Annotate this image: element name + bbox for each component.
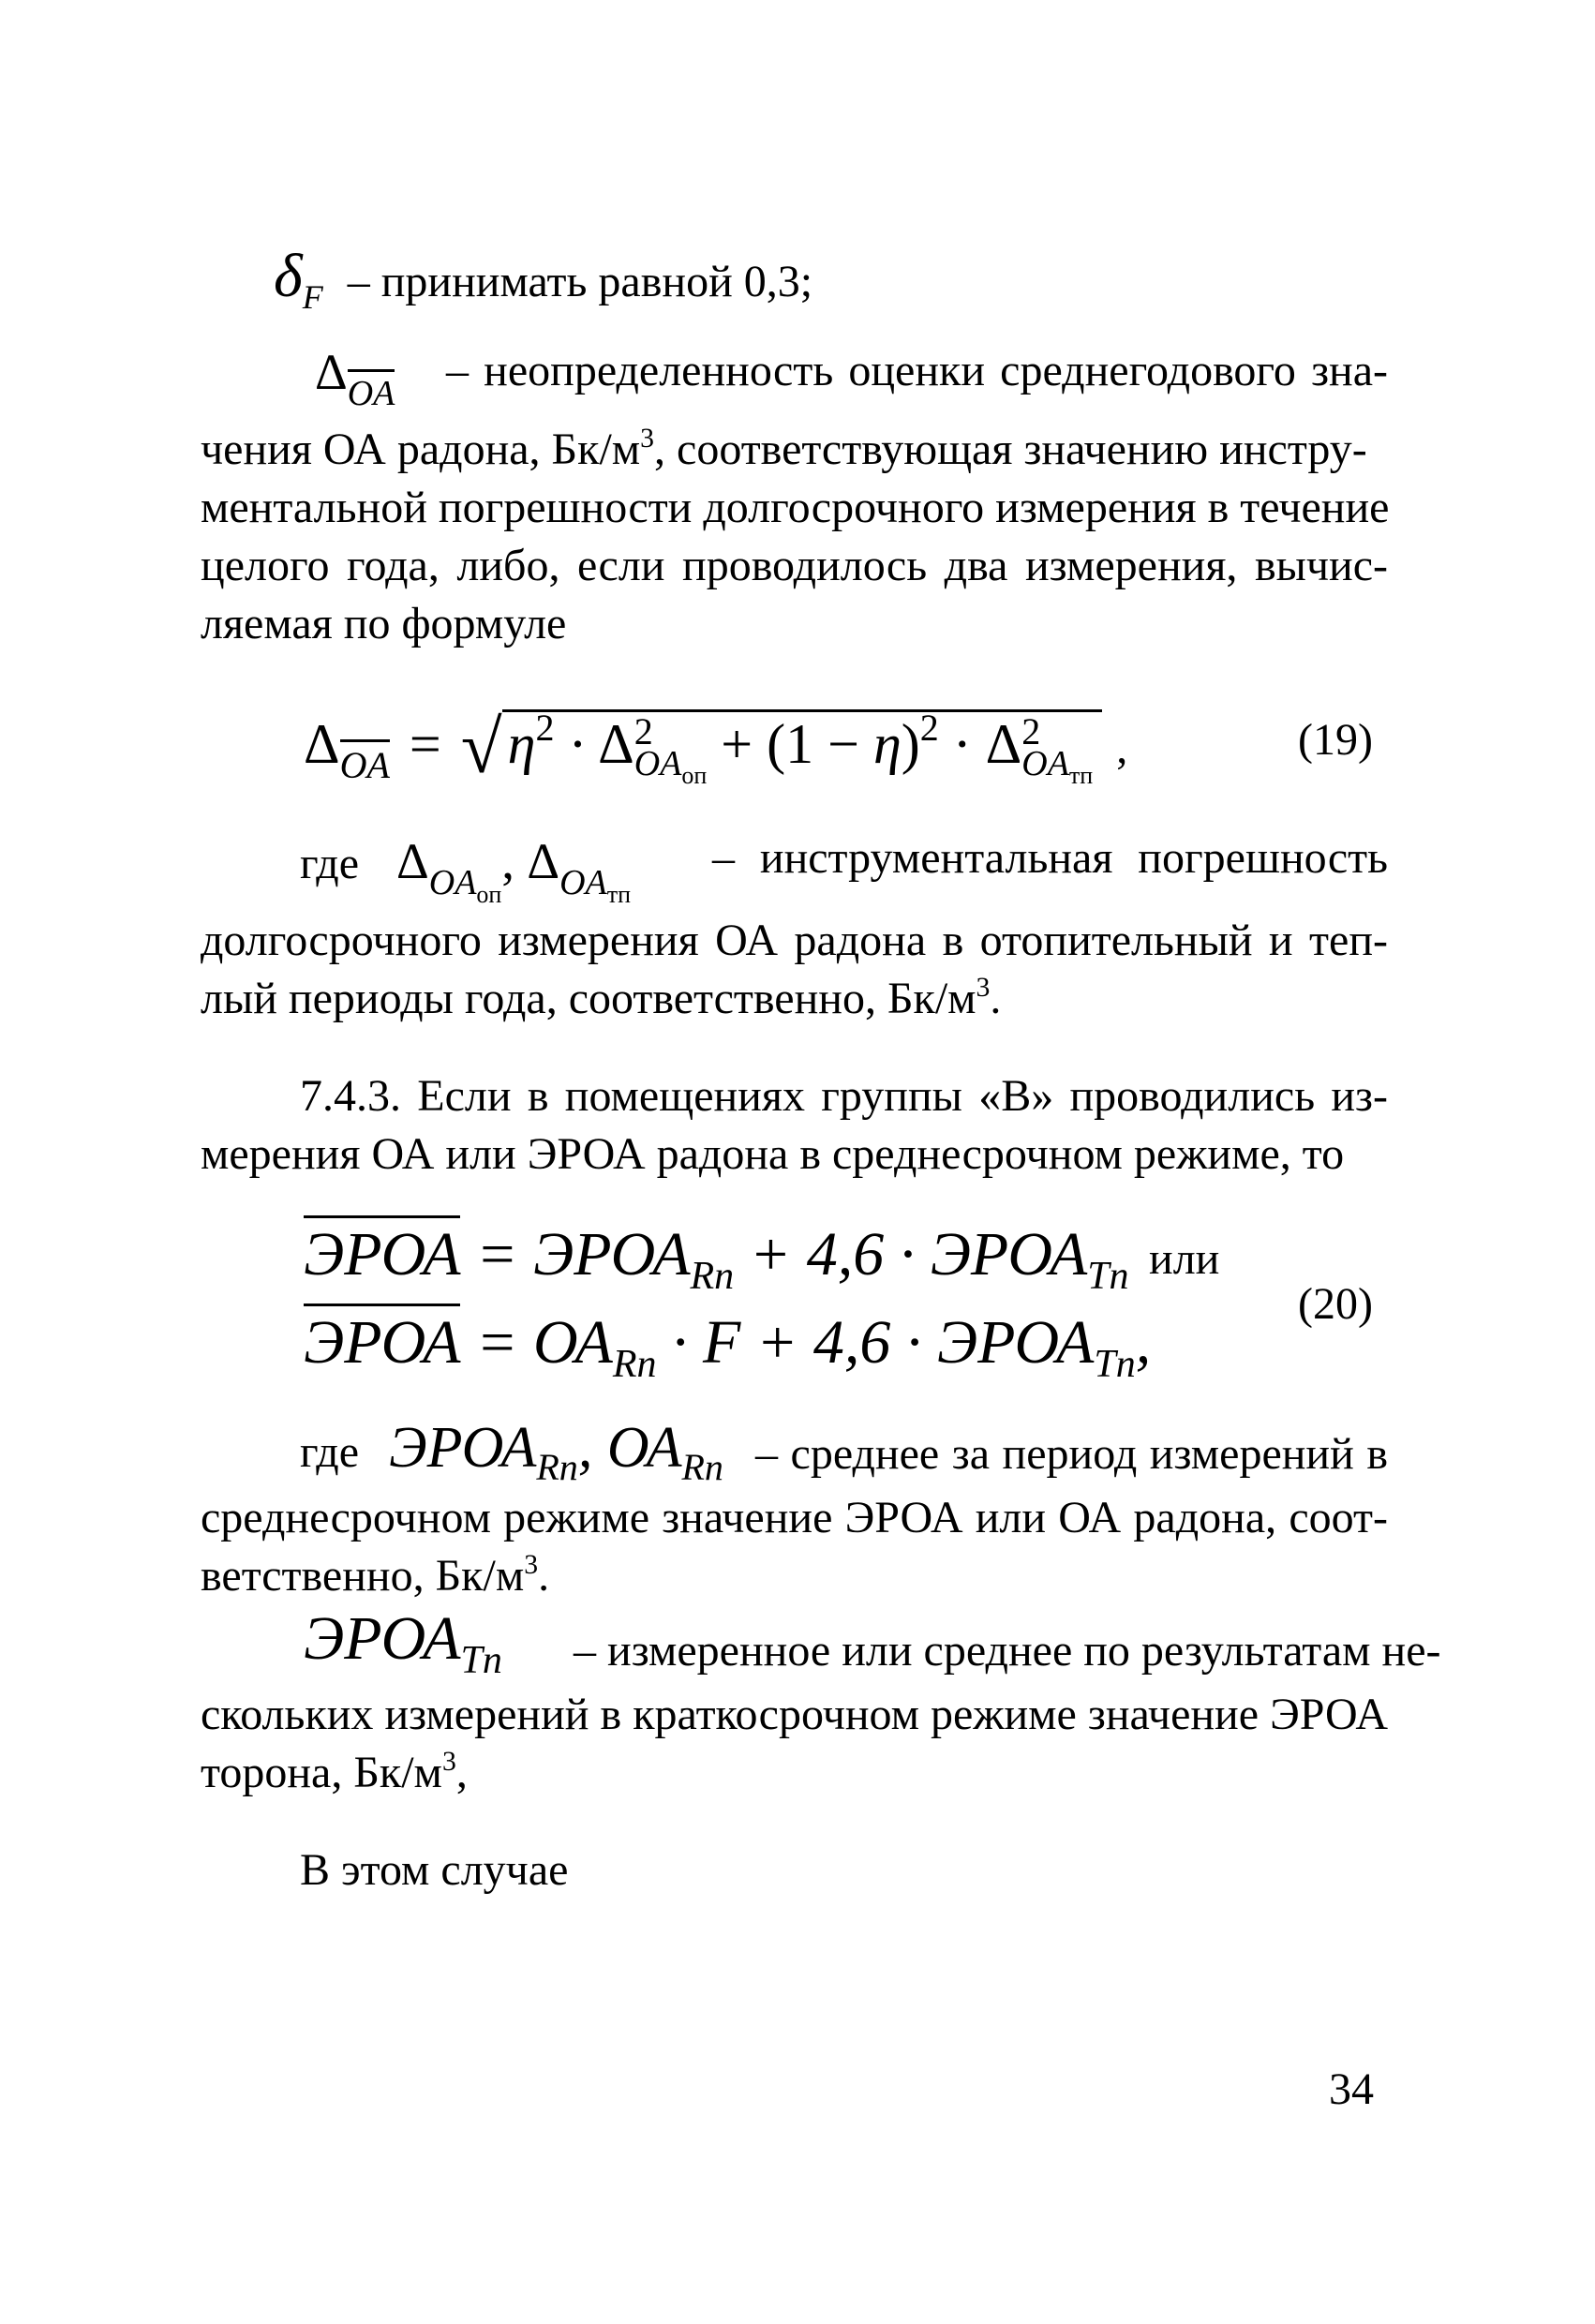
line-8: долгосрочного измерения ОА радона в отопительный и теп- [201,916,1388,965]
equation-number-20: (20) [1298,1279,1373,1329]
delta-f-symbol: $\delta_F$ [274,242,323,316]
equation-20-or: или [1149,1234,1220,1284]
line-17: В этом случае [300,1845,569,1895]
page-number: 34 [1329,2064,1374,2114]
equation-20-line-1: ЭРОА = $ЭРОА_{Rn} + 4,6$ · $ЭРОА_{Tn}$ [304,1224,1129,1286]
paragraph-743-line-1: 7.4.3. Если в помещениях группы «В» проводились из- [300,1071,1388,1121]
line-4: ментальной погрешности долгосрочного измерения в течение [201,483,1390,532]
delta-f-text: – принимать равной 0,3; [347,257,813,306]
line-13: ветственно, $Бк/м^3$. [201,1549,550,1601]
line-2: – неопределенность оценки среднегодового зна- [446,346,1388,395]
eroa-tn-symbol: $ЭРОА_{Tn}$ [304,1604,502,1682]
delta-oa-symbol: $\Delta_{OA}$ [315,344,395,414]
line-16: торона, $Бк/м^3$, [201,1746,468,1797]
where-line-1: где $\Delta_{OA_{оп}}$, $\Delta_{OA_{тп}}$ [300,833,632,909]
line-15: скольких измерений в краткосрочном режиме значение ЭРОА [201,1690,1388,1739]
delta-f-line [274,242,813,316]
line-3: чения ОА радона, $Бк/м^3$, соответствующая значению инстру- [201,423,1367,474]
equation-number-19: (19) [1298,715,1373,765]
equation-19: $\Delta_{OA}$ = √ $\eta^2 \cdot \Delta^2_{OA_{оп}} + (1 - \eta)^2 \cdot \Delta^2_{OA_{тп}}$ , [304,707,1128,790]
line-14: – измеренное или среднее по результатам не- [574,1626,1441,1676]
paragraph-743-line-2: мерения ОА или ЭРОА радона в среднесрочном режиме, то [201,1129,1345,1179]
equation-20-line-2: ЭРОА = $ОА_{Rn} \cdot F + 4,6$ · $ЭРОА_{Tn}$, [304,1312,1151,1374]
line-9: лый периоды года, соответственно, $Бк/м^3$. [201,972,1002,1023]
line-12: среднесрочном режиме значение ЭРОА или ОА радона, соот- [201,1493,1388,1542]
line-5: целого года, либо, если проводилось два измерения, вычис- [201,541,1388,590]
where-line-1-text: – инструментальная погрешность [712,833,1388,883]
delta-oa-line [315,344,395,414]
where-line-2: где $ЭРОА_{Rn}$, $ОА_{Rn}$ [300,1416,723,1488]
line-6: ляемая по формуле [201,599,567,648]
where-line-2-text: – среднее за период измерений в [755,1429,1388,1479]
